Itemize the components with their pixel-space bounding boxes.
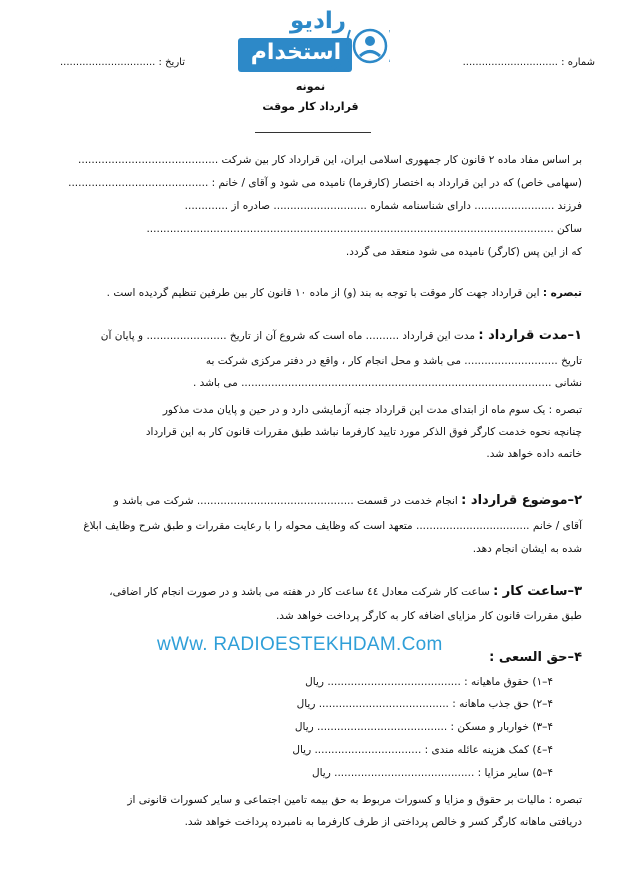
section-1-text-1: مدت این قرارداد .......... ماه است که شروع آن از تاریخ ........................ و پایان آن	[100, 330, 479, 342]
date-field: تاریخ : ..............................	[60, 57, 185, 68]
section-4-heading: ۴–حق السعی :	[489, 650, 582, 665]
section-2-heading: ۲–موضوع قرارداد :	[461, 493, 582, 508]
section-3-heading: ۳–ساعت کار :	[493, 584, 582, 599]
intro-note-label: تبصره :	[542, 287, 582, 299]
intro-line-4: ساکن ..........................................................................................................................	[146, 223, 582, 235]
page-title: قرارداد کار موقت	[262, 100, 359, 113]
section-1-line-2: تاریخ ............................ می باشد و محل انجام کار ، واقع در دفتر مرکزی شرکت به	[205, 355, 582, 367]
radio-estekhdam-logo	[232, 8, 390, 76]
section-1-heading: ۱–مدت قرارداد :	[478, 328, 582, 343]
section-1-note-2: چنانچه نحوه خدمت کارگر فوق الذکر مورد تایید کارفرما نباشد طبق مقررات قانون کار به این قرارداد	[145, 426, 582, 438]
section-1-note-3: خاتمه داده خواهد شد.	[486, 448, 582, 460]
intro-note-text: این قرارداد جهت کار موقت با توجه به بند (و) از ماده ۱۰ قانون کار بین طرفین تنظیم گردیده است .	[106, 287, 543, 299]
website-watermark: wWw. RADIOESTEKHDAM.Com	[157, 634, 443, 655]
logo-line-2: استخدام	[250, 40, 342, 65]
section-2-line-3: شده به ایشان انجام دهد.	[472, 543, 582, 555]
section-1-line-1	[101, 329, 582, 343]
section-4-item-1: ۴–۱) حقوق ماهیانه : ........................................ ریال	[305, 676, 553, 688]
section-4-item-3: ۴–۳) خواربار و مسکن : ....................................... ریال	[294, 721, 553, 733]
section-4-item-2: ۴–۲) حق جذب ماهانه : ....................................... ریال	[296, 698, 553, 710]
section-1-note-1: تبصره : یک سوم ماه از ابتدای مدت این قرارداد جنبه آزمایشی دارد و در حین و پایان مدت مذکور	[162, 404, 582, 416]
intro-note	[107, 286, 582, 300]
section-3-line-2: طبق مقررات قانون کار مزایای اضافه کار به کارگر پرداخت خواهد شد.	[275, 610, 582, 622]
section-1-line-3: نشانی ............................................................................................. می باشد .	[192, 377, 582, 389]
logo-line-1: رادیو	[290, 8, 346, 34]
section-2-line-2: آقای / خانم .................................. متعهد است که وظایف محوله را با رعایت مقررات و طبق شرح وظایف ابلاغ	[83, 520, 582, 532]
section-4-note-2: دریافتی ماهانه کارگر کسر و خالص پرداختی از طرف کارفرما به نامبرده پرداخت خواهد شد.	[184, 816, 582, 828]
section-4-item-4: ۴–٤) کمک هزینه عائله مندی : ................................ ریال	[292, 744, 553, 756]
intro-line-3: فرزند ........................ دارای شناسنامه شماره ............................ صادره از .............	[184, 200, 582, 212]
sample-label: نمونه	[295, 80, 326, 93]
number-field: شماره : ..............................	[462, 57, 595, 68]
intro-line-2: (سهامی خاص) که در این قرارداد به اختصار (کارفرما) نامیده می شود و آقای / خانم : ..........................................	[68, 177, 582, 189]
section-4-item-5: ۴–۵) سایر مزایا : .......................................... ریال	[311, 767, 553, 779]
section-4-note-1: تبصره : مالیات بر حقوق و مزایا و کسورات مربوط به حق بیمه تامین اجتماعی و سایر کسورات قانونی از	[127, 794, 582, 806]
section-2-line-1	[114, 494, 582, 508]
title-divider	[255, 132, 371, 133]
section-3-text-1: ساعت کار شرکت معادل ٤٤ ساعت کار در هفته می باشد و در صورت انجام کار اضافی،	[109, 586, 494, 598]
intro-line-5: که از این پس (کارگر) نامیده می شود منعقد می گردد.	[345, 246, 582, 258]
section-2-text-1: انجام خدمت در قسمت ............................................... شرکت می باشد و	[113, 495, 462, 507]
intro-line-1: بر اساس مفاد ماده ۲ قانون کار جمهوری اسلامی ایران، این قرارداد کار بین شرکت ..........................................	[78, 154, 582, 166]
section-3-line-1	[109, 585, 582, 599]
